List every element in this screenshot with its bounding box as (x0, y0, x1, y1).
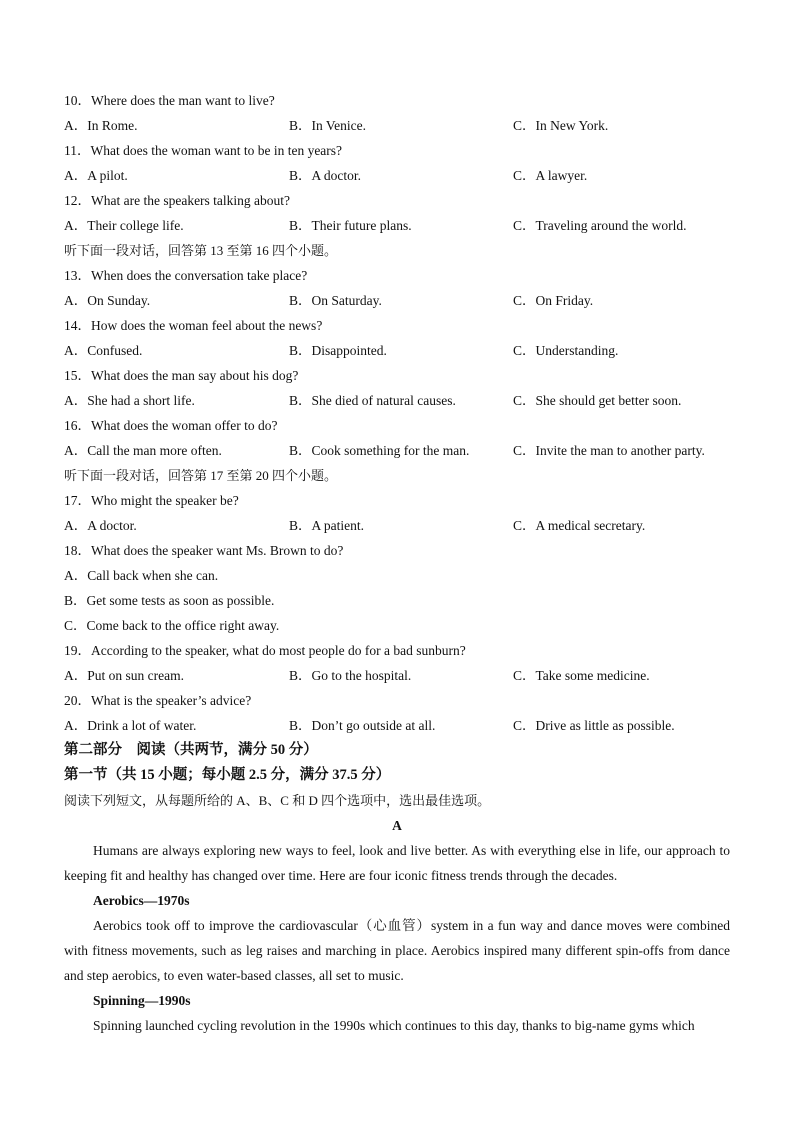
reading-instruction: 阅读下列短文，从每题所给的 A、B、C 和 D 四个选项中，选出最佳选项。 (64, 793, 491, 808)
subheading-aerobics: Aerobics—1970s (93, 893, 190, 908)
question-11: 11．What does the woman want to be in ten years? (64, 143, 343, 158)
option-a: A．Their college life. (64, 218, 184, 233)
option-b: B．Don’t go outside at all. (289, 718, 436, 733)
option-a: A．Put on sun cream. (64, 668, 184, 683)
options-19 (0, 663, 794, 688)
question-16: 16．What does the woman offer to do? (64, 418, 278, 433)
option-a: A．Call the man more often. (64, 443, 222, 458)
option-c: C．In New York. (513, 118, 609, 133)
option-b: B．On Saturday. (289, 293, 382, 308)
option-c: C．A lawyer. (513, 168, 588, 183)
options-13 (0, 288, 794, 313)
question-19: 19．According to the speaker, what do most people do for a bad sunburn? (64, 643, 466, 658)
question-20: 20．What is the speaker’s advice? (64, 693, 252, 708)
option-a: A．Confused. (64, 343, 143, 358)
passage-label: A (392, 818, 402, 833)
option-c: C．Understanding. (513, 343, 619, 358)
option-b: B．A doctor. (289, 168, 362, 183)
option-b: B．Get some tests as soon as possible. (64, 593, 275, 608)
options-10 (0, 113, 794, 138)
option-c: C．Traveling around the world. (513, 218, 687, 233)
passage-paragraph-1: Humans are always exploring new ways to feel, look and live better. As with everything else in life, our approach to keeping fit and healthy has changed over time. Here are four iconic fitness trends through the decades. (64, 843, 730, 883)
option-b: B．A patient. (289, 518, 364, 533)
option-b: B．Their future plans. (289, 218, 412, 233)
option-a: A．A pilot. (64, 168, 128, 183)
option-b: B．She died of natural causes. (289, 393, 456, 408)
option-b: B．Go to the hospital. (289, 668, 412, 683)
option-c: C．She should get better soon. (513, 393, 682, 408)
passage-paragraph-3: Spinning launched cycling revolution in the 1990s which continues to this day, thanks to big-name gyms which (93, 1018, 695, 1033)
passage-paragraph-2: Aerobics took off to improve the cardiovascular（心血管）system in a fun way and dance moves were combined with fitness movements, such as leg raises and marching in place. Aerobics inspired many different spin-offs from dance and step aerobics, to even water-based classes, all set to music. (64, 918, 730, 983)
question-18: 18．What does the speaker want Ms. Brown to do? (64, 543, 344, 558)
subheading-spinning: Spinning—1990s (93, 993, 191, 1008)
option-c: C．On Friday. (513, 293, 594, 308)
option-c: C．Drive as little as possible. (513, 718, 675, 733)
section1-title: 第一节（共 15 小题；每小题 2.5 分，满分 37.5 分） (64, 767, 391, 783)
options-20 (0, 713, 794, 738)
option-c: C．A medical secretary. (513, 518, 646, 533)
question-15: 15．What does the man say about his dog? (64, 368, 299, 383)
instruction-17-20: 听下面一段对话，回答第 17 至第 20 四个小题。 (64, 468, 338, 483)
question-17: 17．Who might the speaker be? (64, 493, 239, 508)
option-a: A．A doctor. (64, 518, 137, 533)
option-c: C．Come back to the office right away. (64, 618, 280, 633)
option-a: A．Drink a lot of water. (64, 718, 197, 733)
option-c: C．Invite the man to another party. (513, 443, 705, 458)
option-b: B．Disappointed. (289, 343, 387, 358)
part2-title: 第二部分 阅读（共两节，满分 50 分） (64, 742, 318, 758)
option-c: C．Take some medicine. (513, 668, 650, 683)
options-15 (0, 388, 794, 413)
options-12 (0, 213, 794, 238)
options-17 (0, 513, 794, 538)
question-10: 10．Where does the man want to live? (64, 93, 275, 108)
option-a: A．Call back when she can. (64, 568, 219, 583)
question-14: 14．How does the woman feel about the news? (64, 318, 323, 333)
options-11 (0, 163, 794, 188)
question-12: 12．What are the speakers talking about? (64, 193, 291, 208)
question-13: 13．When does the conversation take place? (64, 268, 308, 283)
options-16 (0, 438, 794, 463)
option-b: B．In Venice. (289, 118, 366, 133)
option-b: B．Cook something for the man. (289, 443, 470, 458)
option-a: A．On Sunday. (64, 293, 151, 308)
option-a: A．She had a short life. (64, 393, 195, 408)
option-a: A．In Rome. (64, 118, 138, 133)
instruction-13-16: 听下面一段对话，回答第 13 至第 16 四个小题。 (64, 243, 338, 258)
options-14 (0, 338, 794, 363)
